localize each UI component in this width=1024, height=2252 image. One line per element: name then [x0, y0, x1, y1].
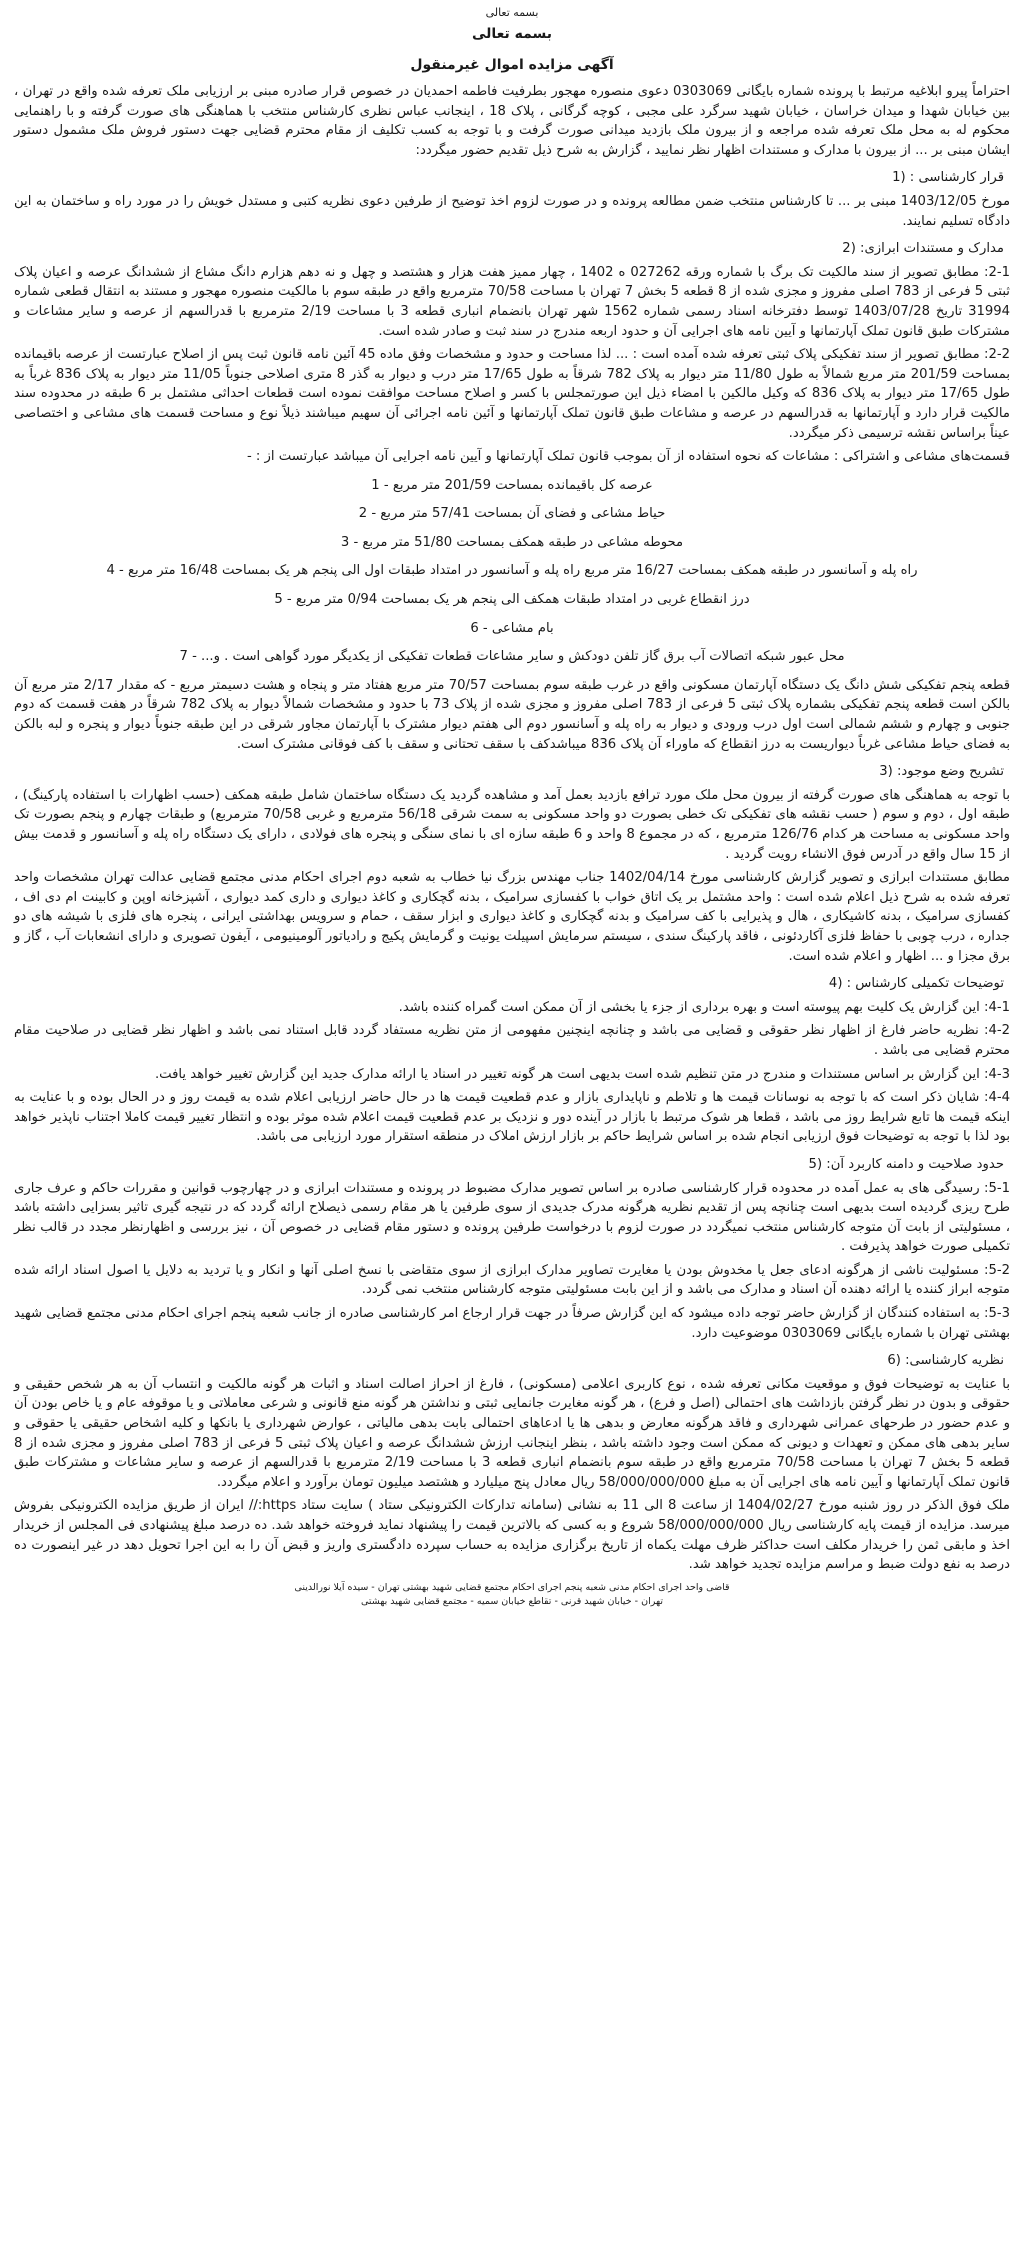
list-item: عرصه کل باقیمانده بمساحت 201/59 متر مربع - 1 — [371, 477, 653, 493]
section1-text: مورخ 1403/12/05 مبنی بر ... تا کارشناس منتخب ضمن مطالعه پرونده و در صورت لزوم اخذ توضیح از طرفین دعوی نظریه کتبی و مستدل خویش را در مورد راه و ساختمان به این دادگاه تسلیم نمایند. — [14, 193, 1011, 229]
list-item: بام مشاعی - 6 — [470, 620, 554, 636]
section4-item: 4-4: شایان ذکر است که با توجه به نوسانات قیمت ها و تلاطم و ناپایداری بازار و عدم قطعیت قیمت ها در حال حاضر ارزیابی اعلام شده به قیمت روز و در الحال بوده و با عنایت به اینکه قیمت ها تابع شرایط روز می باشد ، قطعا هر شوک مرتبط با بازار در آینده دور و نزدیک بر عدم قطعیت قیمت اعلام شده موثر بوده و انتظار تغییر قیمت کاملا اجتناب ناپذیر خواهد بود لذا با توجه به توضیحات فوق ارزیابی انجام شده بر اساس شرایط حاکم بر بازار ارزش املاک در منطقه استقرار مورد ارزیابی می باشد. — [14, 1090, 1010, 1145]
section5-item: 5-2: مسئولیت ناشی از هرگونه ادعای جعل یا مخدوش بودن یا مغایرت تصاویر مدارک ابرازی از سوی متقاضی با نسخ اصلی آنها و انکار و یا تردید به دلایل یا اصول اسناد ارائه شده متوجه ابراز کننده یا ارائه دهنده آن اسناد و مدارک می باشد و از این بابت مسئولیتی متوجه کارشناس منتخب نمی گردد. — [14, 1262, 1010, 1298]
list-item: محل عبور شبکه اتصالات آب برق گاز تلفن دودکش و سایر مشاعات قطعات تفکیکی از یکدیگر مورد گواهی است . و... - 7 — [179, 649, 845, 665]
auction-details: ملک فوق الذکر در روز شنبه مورخ 1404/02/27 از ساعت 8 الی 11 به نشانی (سامانه تدارکات الکترونیکی ستاد ) سایت ستاد https:// ایران از طریق مزایده الکترونیکی بفروش میرسد. مزایده از قیمت پایه کارشناسی ریال 58/000/000/000 شروع و به کسی که بالاترین قیمت را پیشنهاد نماید فروخته خواهد شد. ده درصد مبلغ پیشنهادی فی المجلس از خریدار اخذ و مابقی ثمن را خریدار مکلف است حداکثر ظرف مهلت یکماه از تاریخ برگزاری مزایده به حساب سپرده دادگستری واریز و قبض آن را به این اجرا تحویل دهد در غیر اینصورت ده درصد به نفع دولت ضبط و مراسم مزایده تجدید خواهد شد. — [14, 1498, 1010, 1573]
list-item: محوطه مشاعی در طبقه همکف بمساحت 51/80 متر مربع - 3 — [340, 534, 684, 550]
section2-heading: مدارک و مستندات ابرازی: (2 — [842, 241, 1004, 257]
section6-text: با عنایت به توضیحات فوق و موقعیت مکانی تعرفه شده ، نوع کاربری اعلامی (مسکونی) ، فارغ از احراز اصالت اسناد و اثبات هر گونه مالکیت و انتساب آن به هر شخص حقیقی و حقوقی و بدون در نظر گرفتن بازداشت های احتمالی (اصل و فرع) ، هر گونه مغایرت جانمایی ثبتی و نداشتن هر گونه منع قانونی و شرعی معاملاتی و یا موقوفه عام و یا خاص بودن آن و عدم حضور در طرحهای عمرانی شهرداری و فاقد هرگونه معارض و بدهی ها یا ادعاهای احتمالی بابت بدهی مالیاتی ، عوارض شهرداری یا بانکها و کلیه اشخاص حقیقی یا حقوقی و سایر بدهی های ممکن و تعهدات و دیونی که ممکن است وجود داشته باشد ، بنظر اینجانب ارزش ششدانگ عرصه و اعیان پلاک ثبتی 5 فرعی از 783 اصلی مفروز و مجزی شده از 8 قطعه 5 بخش 7 تهران با مساحت 70/58 مترمربع واقع در طبقه سوم بانضمام انباری قطعه 3 با مساحت 2/19 مترمربع با قدرالسهم از عرصه و سایر مشاعات و مشترکات طبق قانون تملک آپارتمانها و آیین نامه های اجرایی آن به مبلغ 58/000/000/000 ریال معادل پنج میلیارد و هشتصد میلیون تومان برآورد و اعلام میگردد. — [14, 1376, 1010, 1490]
section4-item: 4-1: این گزارش یک کلیت بهم پیوسته است و بهره برداری از جزء یا بخشی از آن ممکن است گمراه کننده باشد. — [398, 999, 1010, 1015]
section3-paragraph-2: مطابق مستندات ابرازی و تصویر گزارش کارشناسی مورخ 1402/04/14 جناب مهندس بزرگ نیا خطاب به شعبه دوم اجرای احکام مدنی مجتمع قضایی عدالت تهران مشخصات واحد تعرفه شده به شرح ذیل اعلام شده است : واحد مشتمل بر یک اتاق خواب با کفسازی سرامیک ، بدنه گچکاری و کاغذ دیواری و داری کمد دیواری ، آشپزخانه اوپن و کابینت ام دی اف ، کفسازی سرامیک ، بدنه کاشیکاری ، هال و پذیرایی با کف سرامیک و بدنه گچکاری و کاغذ دیواری و ابزار سقف ، حمام و سرویس بهداشتی ایرانی ، پنجره های فلزی با شیشه های دو جداره ، درب چوبی با حفاظ فلزی آکاردئونی ، فاقد پارکینگ سندی ، سیستم سرمایش اسپیلت یونیت و گرمایش پکیج و رادیاتور آلومینیومی ، آیفون تصویری و دارای انشعابات آب ، گاز و برق مجزا و ... اظهار و اعلام شده است. — [14, 870, 1010, 964]
section1-heading: قرار کارشناسی : (1 — [892, 170, 1004, 186]
list-item: راه پله و آسانسور در طبقه همکف بمساحت 16/27 متر مربع راه پله و آسانسور در امتداد طبقات اول الی پنجم هر یک بمساحت 16/48 متر مربع - 4 — [106, 563, 918, 579]
section2-paragraph-3: قطعه پنجم تفکیکی شش دانگ یک دستگاه آپارتمان مسکونی واقع در غرب طبقه سوم بمساحت 70/57 متر مربع هفتاد متر و پنجاه و هشت دسیمتر مربع - که مقدار 2/17 متر مربع آن بالکن است قطعه پنجم تفکیکی بشماره پلاک ثبتی 5 فرعی از 783 اصلی مفروز و مجزی شده از پلاک 73 با حدود و مشخصات شمالاً دیوار به پلاک 782 شرقاً در هفت قسمت که دوم جنوبی و چهارم و ششم شمالی است اول درب ورودی و دیوار به راه پله و آسانسور دوم الی هفتم دیوار مشترک با آپارتمان مجاور شرقی در این طبقه جنوباً دیوار و پنجره و لبه بالکن به فضای حیاط مشاعی غرباً دیواریست به درز انقطاع که ماوراء آن پلاک 836 میباشدکف با سقف تحتانی و سقف با کف فوقانی مشترک است. — [14, 677, 1010, 752]
judge-signature: قاضی واحد اجرای احکام مدنی شعبه پنجم اجرای احکام مجتمع قضایی شهید بهشتی تهران - سیده آیلا نورالدینی — [294, 1581, 730, 1593]
list-item: درز انقطاع غربی در امتداد طبقات همکف الی پنجم هر یک بمساحت 0/94 متر مربع - 5 — [274, 592, 750, 608]
section3-heading: تشریح وضع موجود: (3 — [879, 764, 1004, 780]
section5-item: 5-3: به استفاده کنندگان از گزارش حاضر توجه داده میشود که این گزارش صرفاً در جهت قرار ارجاع امر کارشناسی صادره از جانب شعبه پنجم اجرای احکام مدنی مجتمع قضایی شهید بهشتی تهران با شماره بایگانی 0303069 موضوعیت دارد. — [14, 1306, 1010, 1341]
list-item: حیاط مشاعی و فضای آن بمساحت 57/41 متر مربع - 2 — [358, 506, 666, 522]
section4-item: 4-2: نظریه حاضر فارغ از اظهار نظر حقوقی و قضایی می باشد و چنانچه اینچنین مفهومی از متن نظریه مستفاد گردد قابل استناد نمی باشد و اظهار نظر قضایی در صلاحیت مقام محترم قضایی می باشد . — [14, 1023, 1010, 1058]
section4-heading: توضیحات تکمیلی کارشناس : (4 — [828, 976, 1004, 992]
bismillah: بسمه تعالی — [471, 26, 553, 42]
section6-heading: نظریه کارشناسی: (6 — [887, 1353, 1004, 1369]
section2-paragraph-1: 2-1: مطابق تصویر از سند مالکیت تک برگ با شماره ورقه 027262 ه 1402 ، چهار ممیز هفت هزار و هشتصد و چهل و نه دهم هزارم دانگ مشاع از ششدانگ عرصه و اعیان پلاک ثبتی 5 فرعی از 783 اصلی مفروز و مجزی شده از 8 قطعه 5 بخش 7 تهران با مساحت 70/58 مترمربع واقع در طبقه سوم با مالکیت منصوره مهجور و مستند به انتقال قطعی شماره 31994 تاریخ 1403/07/28 توسط دفترخانه اسناد رسمی شماره 1562 شهر تهران بانضمام انباری قطعه 3 با مساحت 2/19 مترمربع با قدرالسهم از عرصه و سایر مشاعات و مشترکات طبق قانون تملک آپارتمانها و آیین نامه های اجرایی آن و حدود اربعه مندرج در سند ثبت و صادر شده است. — [14, 264, 1011, 339]
section5-heading: حدود صلاحیت و دامنه کاربرد آن: (5 — [808, 1156, 1004, 1172]
section2-paragraph-2: 2-2: مطابق تصویر از سند تفکیکی پلاک ثبتی تعرفه شده آمده است : ... لذا مساحت و حدود و مشخصات وفق ماده 45 آئین نامه قانون ثبت پس از اصلاح عبارتست از عرصه باقیمانده بمساحت 201/59 متر مربع شمالاً به طول 11/80 متر دیوار به پلاک 782 شرقاً به طول 17/65 متر درب و دیوار به گذر 8 متری اصلاحی جنوباً 11/05 متر دیوار به پلاک 836 غرباً به طول 17/65 متر دیوار به پلاک 836 که وکیل مالکین با امضاء ذیل این صورتمجلس با کسر و اصلاح مساحت موافقت نموده است قطعات احداثی مشتمل بر 6 طبقه در محدوده سند مالکیت قرار دارد و آپارتمانها به قدرالسهم در عرصه و مشاعات طبق قانون تملک آپارتمانها و آئین نامه اجرائی آن سهیم میباشند ذیلاً نوع و مساحت قسمت های مشاعی و اختصاصی عیناً براساس نقشه ترسیمی ذکر میگردد. — [14, 347, 1011, 441]
common-areas-intro: قسمت‌های مشاعی و اشتراکی : مشاعات که نحوه استفاده از آن بموجب قانون تملک آپارتمانها و آیین نامه اجرایی آن میباشد عبارتست از : - — [246, 449, 1010, 465]
court-address: تهران - خیابان شهید قرنی - تقاطع خیابان سمیه - مجتمع قضایی شهید بهشتی — [361, 1595, 663, 1607]
bismillah-small: بسمه تعالی — [485, 6, 539, 19]
notice-title: آگهی مزایده اموال غیرمنقول — [410, 57, 614, 73]
common-areas-list — [14, 476, 1010, 667]
section4-item: 4-3: این گزارش بر اساس مستندات و مندرج در متن تنظیم شده است بدیهی است هر گونه تغییر در اسناد یا ارائه مدارک جدید این گزارش تغییر خواهد یافت. — [154, 1066, 1010, 1082]
section5-item: 5-1: رسیدگی های به عمل آمده در محدوده قرار کارشناسی صادره بر اساس تصویر مدارک مضبوط در پرونده و مستندات ابرازی و در چهارچوب قوانین و مقررات حاکم و عرف جاری طرح ریزی گردیده است بدیهی است چنانچه پس از تقدیم نظریه هرگونه مدرک جدیدی از سوی طرفین یا هر مقام رسمی ذیصلاح ارائه گردد که در نتیجه گیری تاثیر بسزایی داشته باشد ، مسئولیتی از بابت آن متوجه کارشناس منتخب نمیگردد در صورت لزوم با درخواست طرفین پرونده و دستور مقام قضایی در خصوص آن ، نیز بررسی و اظهارنظر مجدد در قالب نظر تکمیلی صورت خواهد پذیرفت . — [14, 1180, 1010, 1255]
section3-paragraph-1: با توجه به هماهنگی های صورت گرفته از بیرون محل ملک مورد ترافع بازدید بعمل آمد و مشاهده گردید یک دستگاه ساختمان شامل طبقه همکف (حسب اظهارات با استفاده پارکینگ) ، طبقه اول ، دوم و سوم ( حسب نقشه های تفکیکی تک خطی بصورت دو واحد مسکونی به سمت شرقی 56/18 مترمربع و غربی 70/58 مترمربع) و طبقات چهارم و پنجم بصورت تک واحد مسکونی به مساحت هر کدام 126/76 مترمربع ، که در مجموع 8 واحد و 6 طبقه سازه ای با نمای سنگی و پنجره های فولادی ، دارای یک دستگاه راه پله و آسانسور و قدمت بیش از 15 سال واقع در آدرس فوق الانشاء رویت گردید . — [14, 787, 1010, 862]
intro-paragraph: احتراماً پیرو ابلاغیه مرتبط با پرونده شماره بایگانی 0303069 دعوی منصوره مهجور بطرفیت فاطمه احمدیان در خصوص قرار صادره مبنی بر ارزیابی ملک تعرفه شده واقع در تهران ، بین خیابان شهدا و میدان خراسان ، خیابان شهید سرگرد علی مجبی ، کوچه گرگانی ، پلاک 18 ، اینجانب عباس نظری کارشناس منتخب با هماهنگی های صورت گرفته و با راهنمایی محکوم له به محل ملک تعرفه شده مراجعه و از بیرون ملک بازدید میدانی صورت گرفت و با توجه به کسب تکلیف از مقام محترم قضایی جهت دستور فروش ملک مشمول دستور ایشان مبنی بر ... از بیرون با مدارک و مستندات اظهار نظر نمایید ، گزارش به شرح ذیل تقدیم حضور میگردد: — [14, 84, 1010, 158]
